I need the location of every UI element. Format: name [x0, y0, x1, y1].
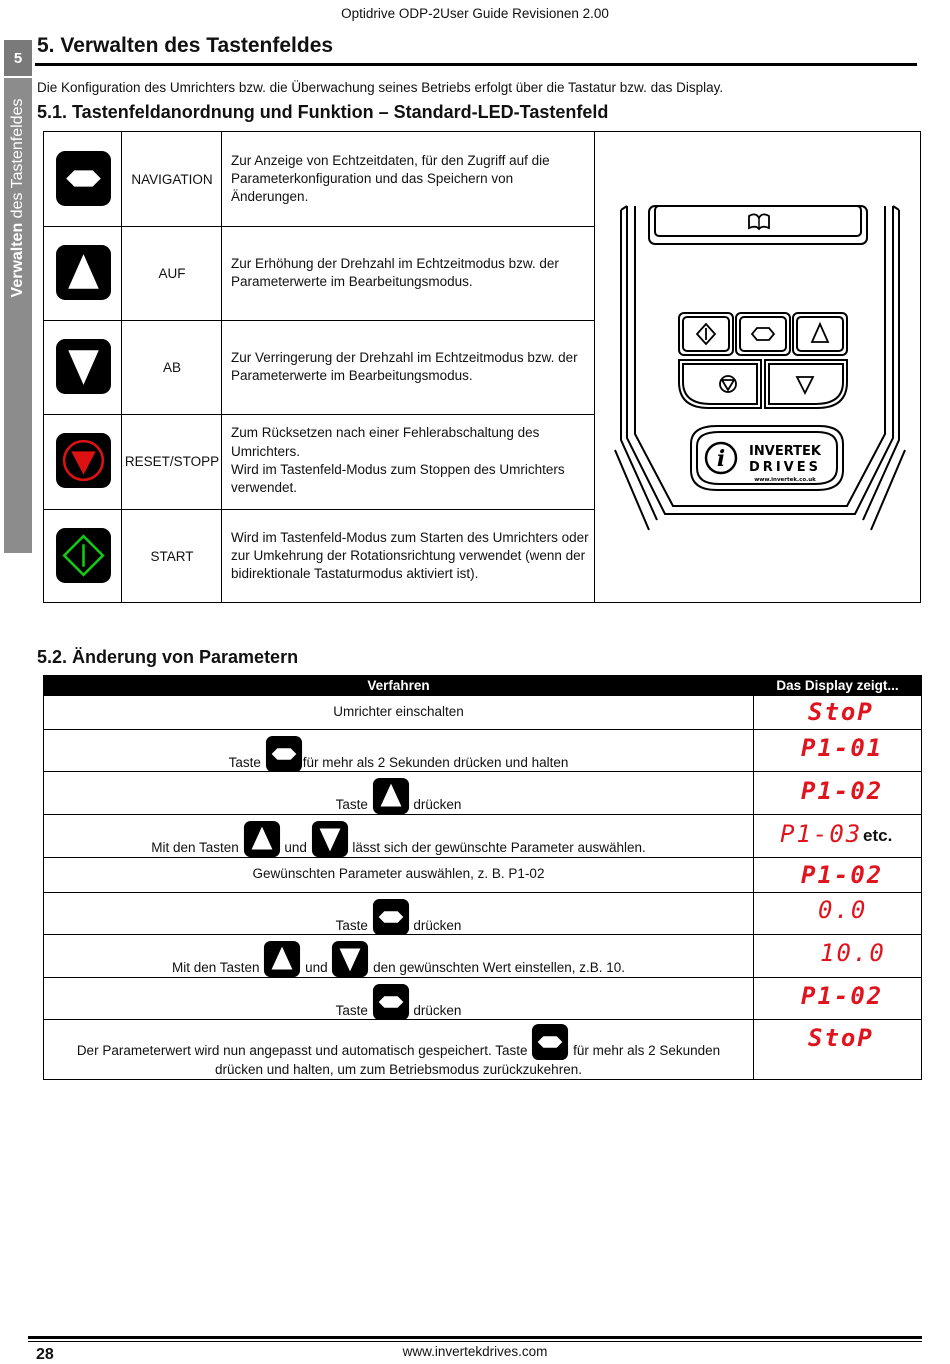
table-row: [44, 1019, 921, 1080]
keypad-logo-url: www.invertek.co.uk: [754, 477, 816, 483]
title-rule: [35, 63, 917, 66]
key-name: RESET/STOPP: [124, 453, 220, 469]
section-intro: Die Konfiguration des Umrichters bzw. die Überwachung seines Betriebs erfolgt über die Tastatur bzw. das Display.: [37, 80, 724, 95]
navigate-key-icon: [531, 1023, 569, 1061]
table-row: [44, 814, 921, 858]
display-etc: etc.: [863, 826, 893, 845]
table-row: [44, 977, 921, 1020]
start-key-icon: [55, 527, 112, 584]
procedure-text-line2: drücken und halten, um zum Betriebsmodus zurückzukehren.: [215, 1062, 582, 1077]
navigate-key-icon: [372, 898, 410, 936]
header-procedure: Verfahren: [367, 678, 430, 693]
table-row: [44, 771, 921, 815]
keypad-row-down: [44, 320, 595, 414]
key-name: START: [150, 548, 194, 564]
procedure-text: Taste für mehr als 2 Sekunden drücken und halten: [44, 732, 753, 770]
procedure-text: Gewünschten Parameter auswählen, z. B. P1-02: [252, 866, 545, 881]
keypad-row-up: [44, 226, 595, 320]
up-key-icon: [55, 244, 112, 301]
up-key-icon: [263, 940, 301, 978]
table-row: [44, 934, 921, 978]
navigate-key-icon: [372, 983, 410, 1021]
chapter-tab-label: Verwalten des Tastenfeldes: [9, 98, 26, 298]
key-description: Zur Anzeige von Echtzeitdaten, für den Zugriff auf die Parameterkonfiguration und das Speichern von Änderungen.: [231, 152, 550, 205]
procedure-text: Umrichter einschalten: [333, 704, 464, 719]
document-header: Optidrive ODP-2User Guide Revisionen 2.00: [341, 6, 609, 21]
keypad-row-start: [44, 509, 595, 603]
procedure-text: Taste drücken: [44, 980, 753, 1018]
page-number: 28: [36, 1346, 54, 1363]
up-key-icon: [372, 777, 410, 815]
key-description: Zur Erhöhung der Drehzahl im Echtzeitmodus bzw. der Parameterwerte im Bearbeitungsmodus.: [231, 255, 559, 289]
table-header: [44, 676, 921, 695]
display-readout: P1-02: [801, 861, 884, 889]
chapter-tab-number: 5: [4, 40, 32, 76]
procedure-text: Mit den Tasten und den gewünschten Wert einstellen, z.B. 10.: [44, 937, 753, 975]
display-readout: StoP: [808, 1024, 874, 1052]
down-key-icon: [55, 338, 112, 395]
procedure-text: Der Parameterwert wird nun angepasst und automatisch gespeichert. Taste für mehr als 2 Sekunden: [44, 1020, 753, 1058]
footer-rule: [28, 1336, 922, 1339]
key-description: Zum Rücksetzen nach einer Fehlerabschaltung des Umrichters. Wird im Tastenfeld-Modus zum Stoppen des Umrichters verwendet.: [231, 425, 565, 496]
keypad-illustration: [609, 200, 909, 540]
keypad-function-table: [43, 131, 921, 603]
table-row: [44, 695, 921, 730]
display-readout: P1-03: [780, 820, 863, 848]
key-name: AUF: [158, 265, 186, 281]
keypad-logo-line1: INVERTEK: [749, 444, 821, 459]
keypad-logo-line2: DRIVES: [749, 460, 821, 475]
table-row: [44, 729, 921, 772]
display-readout: 0.0: [818, 896, 868, 924]
header-display: Das Display zeigt...: [776, 678, 899, 693]
display-readout: P1-01: [801, 734, 884, 762]
down-key-icon: [331, 940, 369, 978]
param-section-title: 5.2. Änderung von Parametern: [37, 647, 299, 667]
key-description: Zur Verringerung der Drehzahl im Echtzeitmodus bzw. der Parameterwerte im Bearbeitungsmodus.: [231, 349, 578, 383]
procedure-text: Mit den Tasten und lässt sich der gewünschte Parameter auswählen.: [44, 817, 753, 855]
procedure-text: Taste drücken: [44, 774, 753, 812]
display-readout: StoP: [808, 698, 874, 726]
footer-rule-thin: [28, 1341, 922, 1342]
procedure-text: Taste drücken: [44, 895, 753, 933]
keypad-row-reset-stop: [44, 414, 595, 508]
up-key-icon: [243, 820, 281, 858]
footer-url: www.invertekdrives.com: [402, 1344, 548, 1359]
table-row: [44, 892, 921, 935]
navigate-key-icon: [55, 150, 112, 207]
chapter-side-tab: [4, 78, 32, 553]
key-name: NAVIGATION: [131, 171, 213, 187]
key-name: AB: [162, 359, 181, 375]
svg-text:i: i: [716, 446, 726, 472]
navigate-key-icon: [265, 735, 303, 773]
display-readout: 10.0: [820, 939, 886, 967]
reset-stop-key-icon: [55, 432, 112, 489]
down-key-icon: [311, 820, 349, 858]
display-readout: P1-02: [801, 777, 884, 805]
keypad-row-navigation: [44, 132, 595, 226]
keypad-section-title: 5.1. Tastenfeldanordnung und Funktion – Standard-LED-Tastenfeld: [37, 102, 609, 122]
section-title: 5. Verwalten des Tastenfeldes: [37, 34, 334, 57]
parameter-procedure-table: [43, 675, 922, 1080]
table-row: [44, 857, 921, 893]
key-description: Wird im Tastenfeld-Modus zum Starten des Umrichters oder zur Umkehrung der Rotationsrichtung verwendet (wenn der bidirektionale Tastaturmodus aktiviert ist).: [231, 529, 589, 582]
display-readout: P1-02: [801, 982, 884, 1010]
